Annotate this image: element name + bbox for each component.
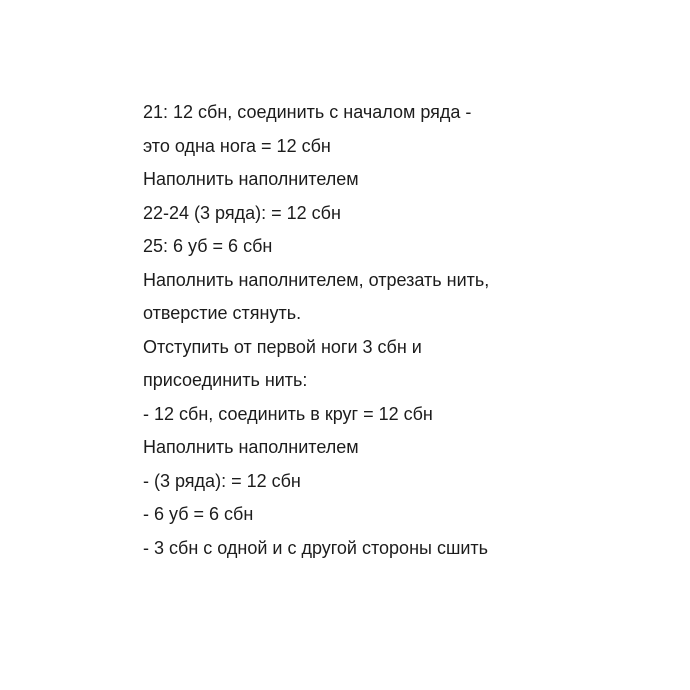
text-line: - 6 уб = 6 сбн — [143, 504, 254, 524]
text-line: Наполнить наполнителем, отрезать нить, — [143, 269, 490, 290]
text-line: 25: 6 уб = 6 сбн — [143, 236, 273, 256]
text-line: - 3 сбн с одной и с другой стороны сшить — [143, 537, 489, 558]
text-line: это одна нога = 12 сбн — [143, 135, 331, 156]
text-line: - 12 сбн, соединить в круг = 12 сбн — [143, 403, 433, 424]
text-line: 21: 12 сбн, соединить с началом ряда - — [143, 102, 472, 122]
instruction-text — [143, 96, 663, 565]
text-line: Наполнить наполнителем — [143, 437, 359, 457]
text-line: Отступить от первой ноги 3 сбн и — [143, 336, 422, 357]
text-line: Наполнить наполнителем — [143, 169, 359, 189]
text-line: - (3 ряда): = 12 сбн — [143, 470, 301, 491]
text-line: отверстие стянуть. — [143, 303, 302, 323]
text-line: присоединить нить: — [143, 370, 308, 390]
text-line: 22-24 (3 ряда): = 12 сбн — [143, 202, 341, 223]
